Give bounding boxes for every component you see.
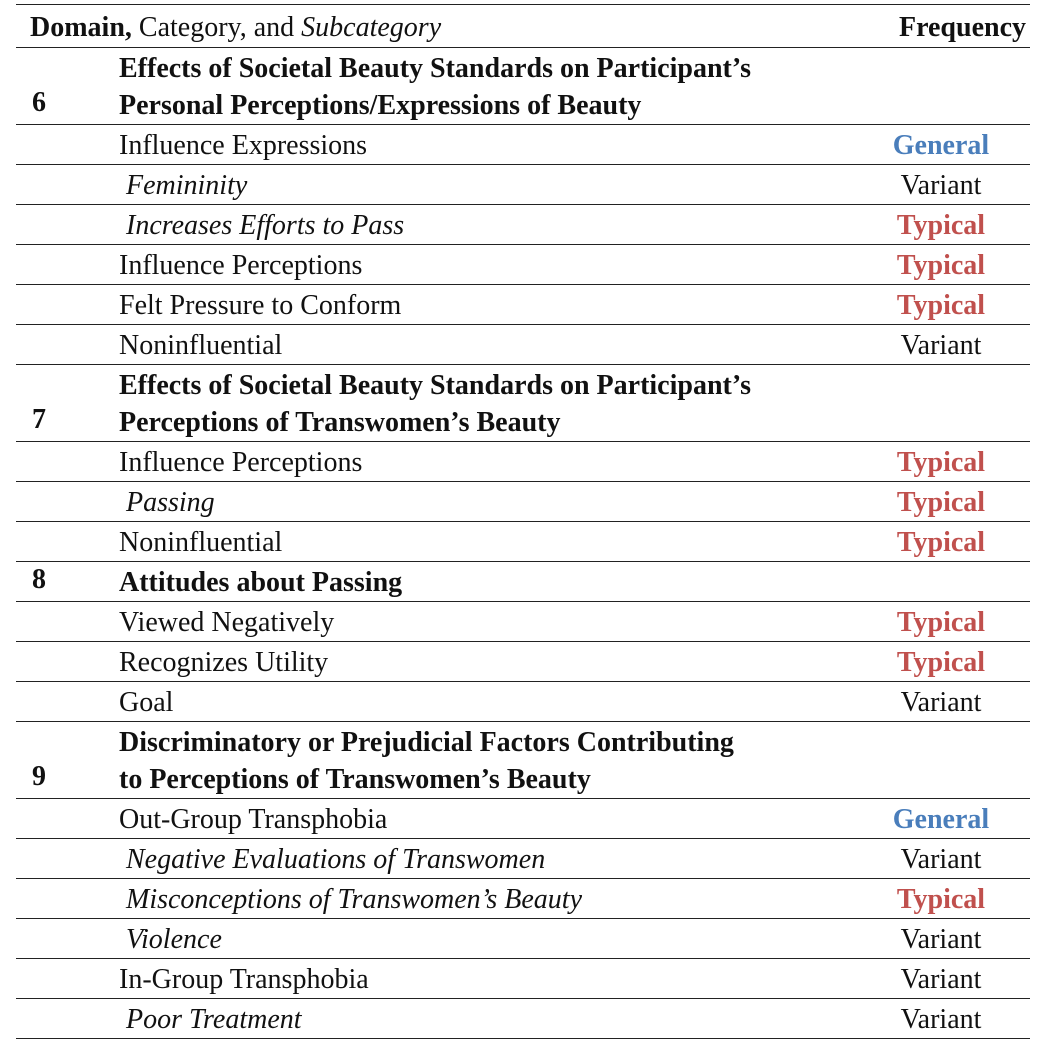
- header-frequency: Frequency: [898, 12, 1026, 43]
- table-row: [16, 245, 1030, 285]
- domain-title-line2: Perceptions of Transwomen’s Beauty: [119, 407, 561, 438]
- table-row: [16, 839, 1030, 879]
- table-row: [16, 919, 1030, 959]
- table-row: [16, 125, 1030, 165]
- table-header: [16, 4, 1030, 48]
- frequency-value: Typical: [896, 447, 986, 478]
- category-label: Goal: [119, 687, 174, 718]
- domain-row-6: [16, 48, 1030, 125]
- table-row: [16, 999, 1030, 1039]
- table-row: [16, 959, 1030, 999]
- category-label: Viewed Negatively: [119, 607, 335, 638]
- domain-number: 7: [32, 404, 46, 435]
- table-row: [16, 682, 1030, 722]
- category-label: Influence Perceptions: [119, 250, 363, 281]
- domain-title-line1: Attitudes about Passing: [119, 567, 403, 598]
- table-row: [16, 205, 1030, 245]
- domain-row-8: [16, 562, 1030, 602]
- table-row: [16, 482, 1030, 522]
- subcategory-label: Femininity: [126, 170, 248, 201]
- frequency-value: Typical: [896, 884, 986, 915]
- table-row: [16, 522, 1030, 562]
- frequency-value: Variant: [900, 1004, 982, 1035]
- table-row: [16, 285, 1030, 325]
- domain-title-line1: Discriminatory or Prejudicial Factors Contributing: [119, 727, 734, 758]
- frequency-value: Variant: [900, 687, 982, 718]
- frequency-value: Typical: [896, 647, 986, 678]
- table-row: [16, 642, 1030, 682]
- frequency-value: Variant: [900, 924, 982, 955]
- domain-title-line2: Personal Perceptions/Expressions of Beauty: [119, 90, 642, 121]
- domain-row-9: [16, 722, 1030, 799]
- category-label: Recognizes Utility: [119, 647, 329, 678]
- subcategory-label: Poor Treatment: [126, 1004, 302, 1035]
- domain-number: 8: [32, 564, 46, 595]
- category-label: Noninfluential: [119, 330, 283, 361]
- frequency-value: Variant: [900, 964, 982, 995]
- domain-number: 6: [32, 87, 46, 118]
- frequency-value: Variant: [900, 844, 982, 875]
- domain-title: [119, 367, 751, 441]
- frequency-value: Typical: [896, 290, 986, 321]
- table-row: [16, 165, 1030, 205]
- table-body: [16, 48, 1030, 1039]
- category-label: Felt Pressure to Conform: [119, 290, 402, 321]
- category-label: Influence Expressions: [119, 130, 368, 161]
- frequency-value: Typical: [896, 250, 986, 281]
- frequency-value: Typical: [896, 607, 986, 638]
- domain-title: [119, 565, 402, 601]
- domain-number: 9: [32, 761, 46, 792]
- frequency-value: Variant: [900, 170, 982, 201]
- frequency-value: Typical: [896, 527, 986, 558]
- frequency-value: General: [892, 804, 990, 835]
- header-domain-category-subcategory: Domain, Category, and Subcategory: [30, 12, 442, 43]
- table-row: [16, 799, 1030, 839]
- frequency-value: General: [892, 130, 990, 161]
- category-label: Influence Perceptions: [119, 447, 363, 478]
- subcategory-label: Negative Evaluations of Transwomen: [126, 844, 546, 875]
- domain-title-line2: to Perceptions of Transwomen’s Beauty: [119, 764, 591, 795]
- domain-title-line1: Effects of Societal Beauty Standards on Participant’s: [119, 370, 752, 401]
- domain-title-line1: Effects of Societal Beauty Standards on Participant’s: [119, 53, 752, 84]
- category-label: Noninfluential: [119, 527, 283, 558]
- subcategory-label: Misconceptions of Transwomen’s Beauty: [126, 884, 583, 915]
- domain-title: [119, 50, 751, 124]
- frequency-value: Variant: [900, 330, 982, 361]
- frequency-value: Typical: [896, 210, 986, 241]
- table-row: [16, 879, 1030, 919]
- frequency-value: Typical: [896, 487, 986, 518]
- subcategory-label: Passing: [126, 487, 215, 518]
- table-row: [16, 602, 1030, 642]
- domain-row-7: [16, 365, 1030, 442]
- table-row: [16, 325, 1030, 365]
- category-label: Out-Group Transphobia: [119, 804, 388, 835]
- category-label: In-Group Transphobia: [119, 964, 369, 995]
- subcategory-label: Increases Efforts to Pass: [126, 210, 405, 241]
- domain-title: [119, 724, 734, 798]
- frequency-table: [16, 0, 1030, 1039]
- table-row: [16, 442, 1030, 482]
- subcategory-label: Violence: [126, 924, 222, 955]
